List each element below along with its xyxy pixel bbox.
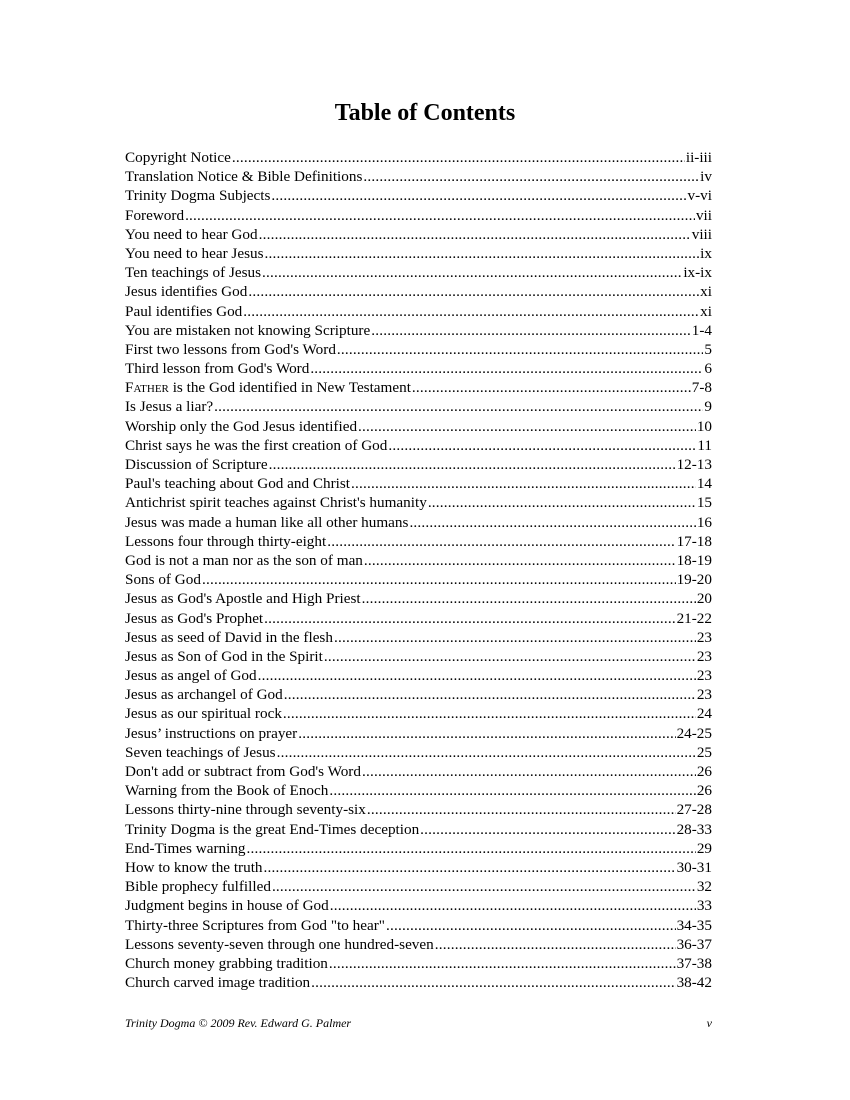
toc-entry: [125, 206, 712, 225]
toc-entry-title: Jesus identifies God: [125, 283, 248, 301]
toc-entry-page: ix: [700, 244, 712, 262]
toc-entry-title: Jesus as archangel of God: [125, 686, 283, 704]
toc-dot-leader: [271, 186, 686, 205]
toc-entry: [125, 973, 712, 992]
toc-dot-leader: [364, 551, 676, 570]
toc-dot-leader: [202, 570, 676, 589]
toc-dot-leader: [412, 378, 691, 397]
toc-entry: [125, 685, 712, 704]
toc-entry: [125, 762, 712, 781]
toc-dot-leader: [214, 397, 703, 416]
toc-entry-page: 38-42: [676, 974, 712, 992]
toc-entry: [125, 340, 712, 359]
toc-entry-title: Judgment begins in house of God: [125, 897, 329, 915]
toc-entry-page: 23: [696, 628, 712, 646]
toc-entry-page: 30-31: [676, 858, 712, 876]
toc-entry-page: 6: [704, 360, 712, 378]
toc-entry-title: [125, 378, 411, 397]
toc-entry: [125, 666, 712, 685]
toc-entry: [125, 724, 712, 743]
toc-entry-page: 21-22: [676, 609, 712, 627]
toc-entry-title: Ten teachings of Jesus: [125, 264, 262, 282]
toc-dot-leader: [329, 781, 695, 800]
toc-entry-page: 18-19: [676, 551, 712, 569]
toc-entry-page: 19-20: [676, 571, 712, 589]
toc-entry-title: How to know the truth: [125, 858, 263, 876]
toc-entry-page: 24: [696, 705, 712, 723]
toc-entry-title: Trinity Dogma Subjects: [125, 187, 271, 205]
toc-entry: [125, 820, 712, 839]
toc-entry-page: 23: [696, 667, 712, 685]
toc-dot-leader: [420, 820, 675, 839]
toc-entry-page: 26: [696, 782, 712, 800]
toc-entry-title: Sons of God: [125, 571, 201, 589]
toc-entry-title: You need to hear God: [125, 225, 258, 243]
toc-entry: [125, 935, 712, 954]
toc-entry-title-smallcaps: Father: [125, 379, 169, 397]
toc-entry-page: ii-iii: [685, 149, 712, 166]
toc-entry-title: Jesus as angel of God: [125, 667, 257, 685]
toc-entry: [125, 397, 712, 416]
toc-entry: [125, 263, 712, 282]
toc-entry: [125, 896, 712, 915]
toc-entry-page: vii: [695, 206, 712, 224]
toc-entry-title: Jesus as God's Apostle and High Priest: [125, 590, 361, 608]
toc-dot-leader: [409, 513, 695, 532]
toc-entry-page: 23: [696, 686, 712, 704]
toc-entry-page: 29: [696, 839, 712, 857]
toc-dot-leader: [329, 954, 676, 973]
toc-entry-page: v-vi: [687, 187, 712, 205]
toc-dot-leader: [371, 321, 691, 340]
toc-entry-page: viii: [691, 225, 712, 243]
toc-dot-leader: [277, 743, 696, 762]
toc-entry-title: Foreword: [125, 206, 185, 224]
toc-entry-page: 10: [696, 417, 712, 435]
toc-entry-title: End-Times warning: [125, 839, 246, 857]
toc-entry: [125, 282, 712, 301]
toc-entry-page: 26: [696, 763, 712, 780]
toc-entry: [125, 513, 712, 532]
toc-entry-title: Third lesson from God's Word: [125, 360, 310, 378]
toc-entry: [125, 589, 712, 608]
toc-entry-page: 12-13: [676, 456, 712, 473]
toc-entry-page: xi: [700, 283, 712, 301]
toc-entry-title: Thirty-three Scriptures from God "to hear": [125, 916, 385, 934]
toc-dot-leader: [310, 359, 703, 378]
toc-entry: [125, 800, 712, 819]
toc-entry-title: Bible prophecy fulfilled: [125, 878, 271, 896]
toc-dot-leader: [272, 877, 696, 896]
toc-entry: [125, 244, 712, 263]
toc-entry-page: 17-18: [676, 532, 712, 550]
toc-entry-title: God is not a man nor as the son of man: [125, 551, 363, 569]
toc-entry-title: Jesus as our spiritual rock: [125, 705, 282, 723]
toc-entry-title: Jesus’ instructions on prayer: [125, 724, 298, 742]
toc-dot-leader: [358, 417, 696, 436]
toc-entry: [125, 474, 712, 493]
toc-dot-leader: [264, 858, 676, 877]
toc-entry: [125, 417, 712, 436]
toc-entry-title: Discussion of Scripture: [125, 456, 268, 473]
page-title: Table of Contents: [334, 100, 516, 126]
toc-entry-page: 28-33: [676, 820, 712, 838]
toc-entry-page: 32: [696, 878, 712, 896]
toc-dot-leader: [247, 839, 696, 858]
toc-entry: [125, 378, 712, 397]
toc-dot-leader: [386, 916, 676, 935]
toc-entry-title: Antichrist spirit teaches against Christ's humanity: [125, 494, 427, 512]
toc-entry-title: Worship only the God Jesus identified: [125, 417, 358, 435]
toc-entry-page: 7-8: [691, 379, 712, 397]
toc-entry-page: 11: [697, 436, 712, 454]
toc-entry-title: Lessons seventy-seven through one hundred-seven: [125, 935, 434, 953]
toc-entry-page: 37-38: [676, 954, 712, 972]
toc-dot-leader: [337, 340, 703, 359]
toc-entry-title: You need to hear Jesus: [125, 244, 264, 262]
toc-entry: [125, 704, 712, 723]
table-of-contents: [125, 148, 712, 992]
toc-entry-title: You are mistaken not knowing Scripture: [125, 321, 371, 339]
toc-entry-title: Copyright Notice: [125, 149, 231, 166]
toc-entry-page: 24-25: [676, 724, 712, 742]
toc-entry-title: Jesus as God's Prophet: [125, 609, 264, 627]
toc-dot-leader: [362, 589, 696, 608]
toc-dot-leader: [269, 455, 676, 474]
toc-entry-title: Church carved image tradition: [125, 974, 311, 992]
toc-entry-title: Seven teachings of Jesus: [125, 743, 276, 761]
toc-entry: [125, 532, 712, 551]
toc-entry: [125, 570, 712, 589]
toc-dot-leader: [351, 474, 696, 493]
toc-entry-title: Jesus as Son of God in the Spirit: [125, 647, 323, 665]
toc-dot-leader: [243, 302, 699, 321]
toc-entry-title: Paul identifies God: [125, 302, 243, 320]
page-number: v: [706, 1016, 712, 1030]
toc-entry-title: Lessons four through thirty-eight: [125, 532, 327, 550]
toc-entry-title: Jesus was made a human like all other humans: [125, 513, 409, 531]
toc-entry-title: Christ says he was the first creation of God: [125, 436, 388, 454]
toc-entry-page: 27-28: [676, 801, 712, 819]
toc-entry: [125, 455, 712, 474]
toc-entry-page: 36-37: [676, 935, 712, 953]
toc-entry: [125, 321, 712, 340]
toc-entry-title: Warning from the Book of Enoch: [125, 782, 329, 800]
toc-entry-page: 5: [704, 340, 712, 358]
toc-entry-page: iv: [700, 168, 712, 186]
toc-entry-page: 15: [696, 494, 712, 512]
toc-entry-title-rest: is the God identified in New Testament: [172, 379, 411, 397]
toc-dot-leader: [262, 263, 682, 282]
toc-dot-leader: [327, 532, 675, 551]
toc-entry: [125, 436, 712, 455]
toc-entry: [125, 186, 712, 205]
toc-dot-leader: [259, 225, 691, 244]
toc-entry: [125, 148, 712, 167]
toc-dot-leader: [388, 436, 696, 455]
toc-dot-leader: [428, 493, 696, 512]
toc-entry: [125, 225, 712, 244]
toc-entry: [125, 916, 712, 935]
toc-entry-page: ix-ix: [683, 264, 712, 282]
toc-dot-leader: [258, 666, 696, 685]
toc-entry-title: Is Jesus a liar?: [125, 398, 214, 416]
toc-dot-leader: [435, 935, 676, 954]
toc-dot-leader: [330, 896, 696, 915]
toc-entry-title: Jesus as seed of David in the flesh: [125, 628, 333, 646]
toc-entry-title: Church money grabbing tradition: [125, 954, 328, 972]
toc-dot-leader: [232, 148, 685, 167]
toc-entry-page: 1-4: [691, 321, 712, 339]
toc-dot-leader: [311, 973, 675, 992]
toc-entry: [125, 628, 712, 647]
toc-dot-leader: [324, 647, 696, 666]
toc-entry-title: First two lessons from God's Word: [125, 340, 336, 358]
toc-entry-page: 20: [696, 590, 712, 608]
toc-entry-title: Lessons thirty-nine through seventy-six: [125, 801, 366, 819]
page-footer: [125, 1016, 712, 1031]
toc-dot-leader: [185, 206, 695, 225]
toc-entry-page: xi: [700, 302, 712, 320]
toc-entry: [125, 839, 712, 858]
toc-entry: [125, 858, 712, 877]
toc-dot-leader: [265, 244, 700, 263]
toc-dot-leader: [248, 282, 699, 301]
toc-entry-page: 14: [696, 475, 712, 493]
toc-entry: [125, 167, 712, 186]
toc-dot-leader: [334, 628, 696, 647]
toc-entry: [125, 877, 712, 896]
toc-entry-title: Trinity Dogma is the great End-Times deception: [125, 820, 420, 838]
toc-entry: [125, 551, 712, 570]
toc-dot-leader: [264, 609, 675, 628]
toc-dot-leader: [367, 800, 676, 819]
toc-entry: [125, 954, 712, 973]
toc-dot-leader: [298, 724, 675, 743]
toc-entry-title: Paul's teaching about God and Christ: [125, 475, 351, 493]
toc-entry: [125, 493, 712, 512]
toc-entry-title: Don't add or subtract from God's Word: [125, 763, 361, 780]
toc-entry-title: Translation Notice & Bible Definitions: [125, 168, 363, 186]
toc-dot-leader: [363, 167, 699, 186]
toc-dot-leader: [284, 685, 696, 704]
toc-entry: [125, 302, 712, 321]
toc-entry-page: 23: [696, 647, 712, 665]
toc-dot-leader: [362, 762, 696, 781]
toc-entry-page: 25: [696, 743, 712, 761]
toc-entry: [125, 647, 712, 666]
toc-dot-leader: [283, 704, 696, 723]
toc-entry: [125, 781, 712, 800]
toc-entry: [125, 609, 712, 628]
toc-entry: [125, 359, 712, 378]
toc-entry-page: 33: [696, 897, 712, 915]
toc-entry: [125, 743, 712, 762]
toc-entry-page: 9: [704, 398, 712, 416]
toc-entry-page: 16: [696, 513, 712, 531]
toc-entry-page: 34-35: [676, 916, 712, 934]
footer-copyright: Trinity Dogma © 2009 Rev. Edward G. Palmer: [125, 1016, 352, 1030]
